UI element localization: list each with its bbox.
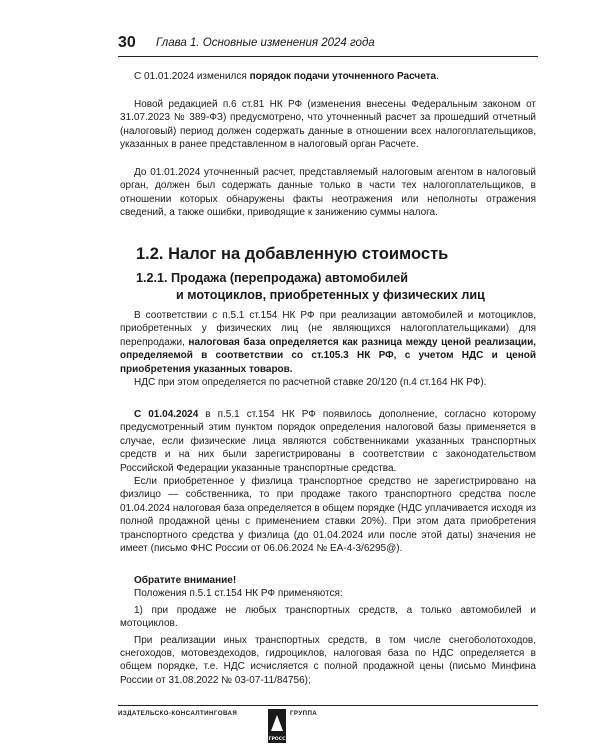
intro-bold: порядок подачи уточненного Расчета (249, 71, 437, 82)
vat-rate-text: НДС при этом определяется по расчетной ставке 20/120 (п.4 ст.164 НК РФ). (134, 377, 487, 389)
running-header (118, 34, 538, 54)
vat-base-text: В соответствии с п.5.1 ст.154 НК РФ при реализации автомобилей и мотоциклов, приобретенных у физических лиц (не являющихся налогоплательщиками) для перепродажи, (120, 310, 536, 348)
unregistered-vehicle-text: Если приобретенное у физлица транспортное средство не зарегистрировано на физлицо — собственника, то при продаже такого транспортного средства после 01.04.2024 налоговая база определяется в общем порядке (НДС уплачивается исходя из полной продажной цены с применением ставки 20%). При этом дата приобретения транспортного средства у физлица (до 01.04.2024 или после этой даты) значения не имеет (письмо ФНС России от 06.06.2024 № ЕА-4-3/6295@). (120, 476, 536, 555)
other-vehicles-text: При реализации иных транспортных средств, в том числе снегоболотоходов, снегоходов, мотовездеходов, гидроциклов, налоговая база по НДС определяется в общем порядке, т.е. НДС исчисляется с полной продажной цены (письмо Минфина России от 31.08.2022 № 03-07-11/84756); (120, 634, 536, 686)
section-title: 1.2. Налог на добавленную стоимость (136, 245, 449, 263)
paragraph-text: Новой редакцией п.6 ст.81 НК РФ (изменения внесены Федеральным законом от 31.07.2023 № 389-ФЗ) предусмотрено, что уточненный расчет за прошедший отчетный (налоговый) период должен содержать данные в отношении всех налогоплательщиков, указанных в ранее представленном в налоговый орган Расчете. (120, 99, 536, 151)
attention-block (120, 574, 536, 687)
publisher-name: ИЗДАТЕЛЬСКО-КОНСАЛТИНГОВАЯ (118, 710, 238, 717)
intro-end: . (436, 71, 439, 82)
subsection-title-line1: 1.2.1. Продажа (перепродажа) автомобилей (136, 271, 409, 285)
page-number: 30 (118, 34, 136, 51)
attention-intro: Положения п.5.1 ст.154 НК РФ применяются: (134, 588, 343, 600)
paragraph-intro-3 (120, 166, 536, 220)
amendment-text: в п.5.1 ст.154 НК РФ появилось дополнение, согласно которому предусмотренный этим пунктом порядок определения налоговой базы применяется в случае, если физические лица являются собственниками указанных транспортных средств и на них были зарегистрированы в соответствии с законодательством Российской Федерации указанные транспортные средства. (120, 409, 536, 474)
chapter-title: Глава 1. Основные изменения 2024 года (156, 37, 375, 49)
paragraph-amendment (120, 408, 536, 555)
paragraph-text: До 01.01.2024 уточненный расчет, представляемый налоговым агентом в налоговый орган, должен был содержать данные только в части тех налогоплательщиков, в отношении которых обнаружены факты неотражения или неполноты отражения сведений, а также ошибки, приводящие к занижению суммы налога. (120, 167, 536, 219)
logo-text: ГРОСС (268, 737, 286, 742)
subsection-title-line2: и мотоциклов, приобретенных у физических лиц (176, 288, 485, 302)
list-item-1: 1) при продаже не любых транспортных средств, а только автомобилей и мотоциклов. (120, 604, 536, 630)
subsection-title (136, 270, 485, 304)
paragraph-intro-1 (120, 70, 536, 83)
publisher-group: ГРУППА (290, 710, 318, 717)
attention-heading: Обратите внимание! (134, 575, 237, 586)
footer-rule (118, 705, 538, 706)
paragraph-vat-base (120, 309, 536, 389)
intro-text: С 01.01.2024 изменился (134, 71, 250, 82)
vat-base-bold: налоговая база определяется как разница между ценой реализации, определяемой в соответствии со ст.105.3 НК РФ, с учетом НДС и ценой приобретения указанных товаров. (120, 336, 537, 375)
footer (118, 705, 538, 745)
header-rule (118, 56, 538, 57)
logo-icon (266, 705, 288, 745)
publisher-logo (266, 705, 288, 745)
paragraph-intro-2 (120, 98, 536, 152)
amendment-date: С 01.04.2024 (134, 409, 199, 420)
